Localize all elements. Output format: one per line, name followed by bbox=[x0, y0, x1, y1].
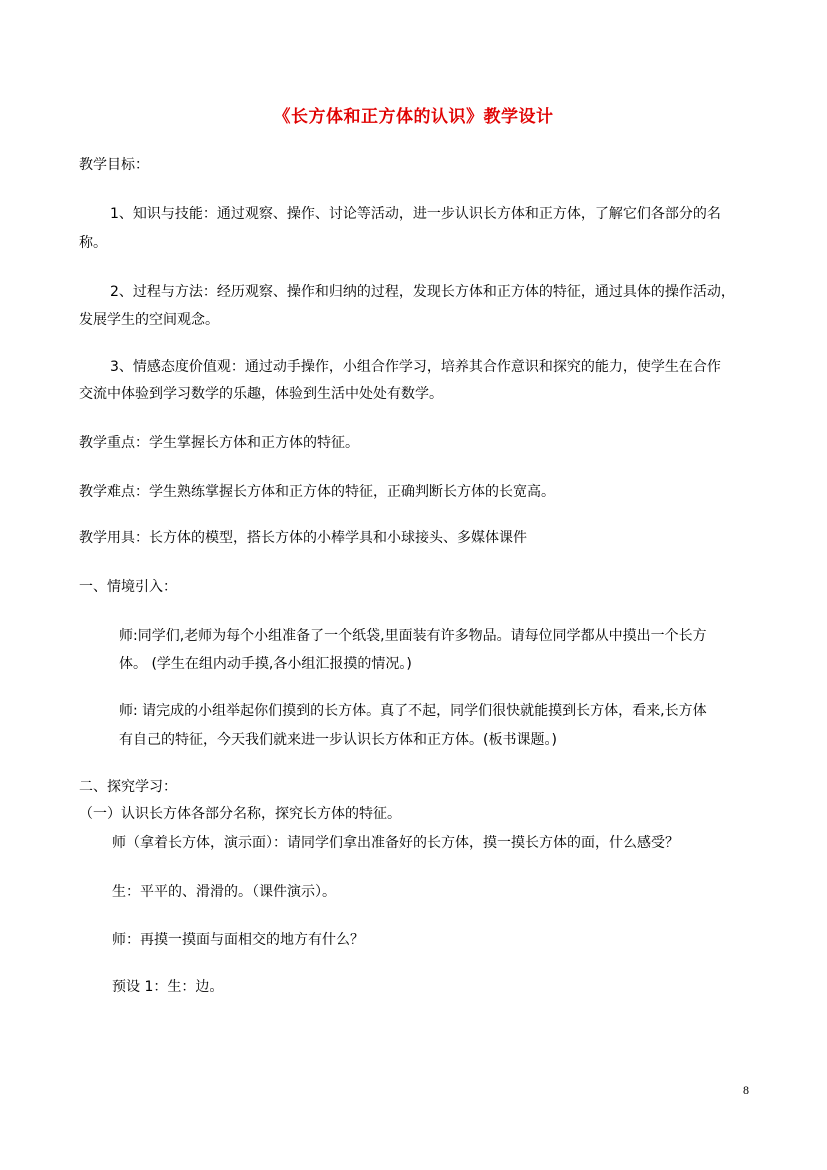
materials: 教学用具：长方体的模型，搭长方体的小棒学具和小球接头、多媒体课件 bbox=[79, 530, 527, 546]
key-point: 教学重点：学生掌握长方体和正方体的特征。 bbox=[79, 435, 359, 451]
subsection-1-heading: （一）认识长方体各部分名称，探究长方体的特征。 bbox=[79, 806, 401, 822]
dialog-line-2: 生：平平的、滑滑的。（课件演示）。 bbox=[112, 884, 336, 900]
objective-1-line-1: 1、知识与技能：通过观察、操作、讨论等活动，进一步认识长方体和正方体，了解它们各部分的名 bbox=[110, 206, 721, 222]
section-1-paragraph-1-line-2: 体。 (学生在组内动手摸,各小组汇报摸的情况。) bbox=[119, 656, 412, 672]
section-2-heading: 二、探究学习： bbox=[79, 779, 177, 795]
objectives-heading: 教学目标： bbox=[79, 157, 149, 173]
dialog-line-3: 师：再摸一摸面与面相交的地方有什么？ bbox=[112, 932, 364, 948]
objective-2-line-2: 发展学生的空间观念。 bbox=[79, 312, 219, 328]
section-1-paragraph-2-line-2: 有自己的特征，今天我们就来进一步认识长方体和正方体。(板书课题。) bbox=[119, 732, 557, 748]
objective-3-line-2: 交流中体验到学习数学的乐趣，体验到生活中处处有数学。 bbox=[79, 386, 443, 402]
objective-1-line-2: 称。 bbox=[79, 235, 107, 251]
document-title: 《长方体和正方体的认识》教学设计 bbox=[273, 107, 554, 127]
page-number: 8 bbox=[743, 1083, 749, 1097]
objective-2-line-1: 2、过程与方法：经历观察、操作和归纳的过程，发现长方体和正方体的特征，通过具体的操作活动， bbox=[110, 284, 735, 300]
dialog-line-1: 师（拿着长方体，演示面）：请同学们拿出准备好的长方体，摸一摸长方体的面，什么感受？ bbox=[112, 835, 679, 851]
section-1-paragraph-1-line-1: 师:同学们,老师为每个小组准备了一个纸袋,里面装有许多物品。请每位同学都从中摸出一个长方 bbox=[119, 628, 707, 644]
dialog-line-4: 预设 1：生：边。 bbox=[112, 979, 224, 995]
section-1-heading: 一、情境引入： bbox=[79, 579, 177, 595]
objective-3-line-1: 3、情感态度价值观：通过动手操作，小组合作学习，培养其合作意识和探究的能力，使学生在合作 bbox=[110, 359, 721, 375]
section-1-paragraph-2-line-1: 师: 请完成的小组举起你们摸到的长方体。真了不起，同学们很快就能摸到长方体，看来,长方体 bbox=[119, 703, 707, 719]
difficulty: 教学难点：学生熟练掌握长方体和正方体的特征，正确判断长方体的长宽高。 bbox=[79, 484, 555, 500]
